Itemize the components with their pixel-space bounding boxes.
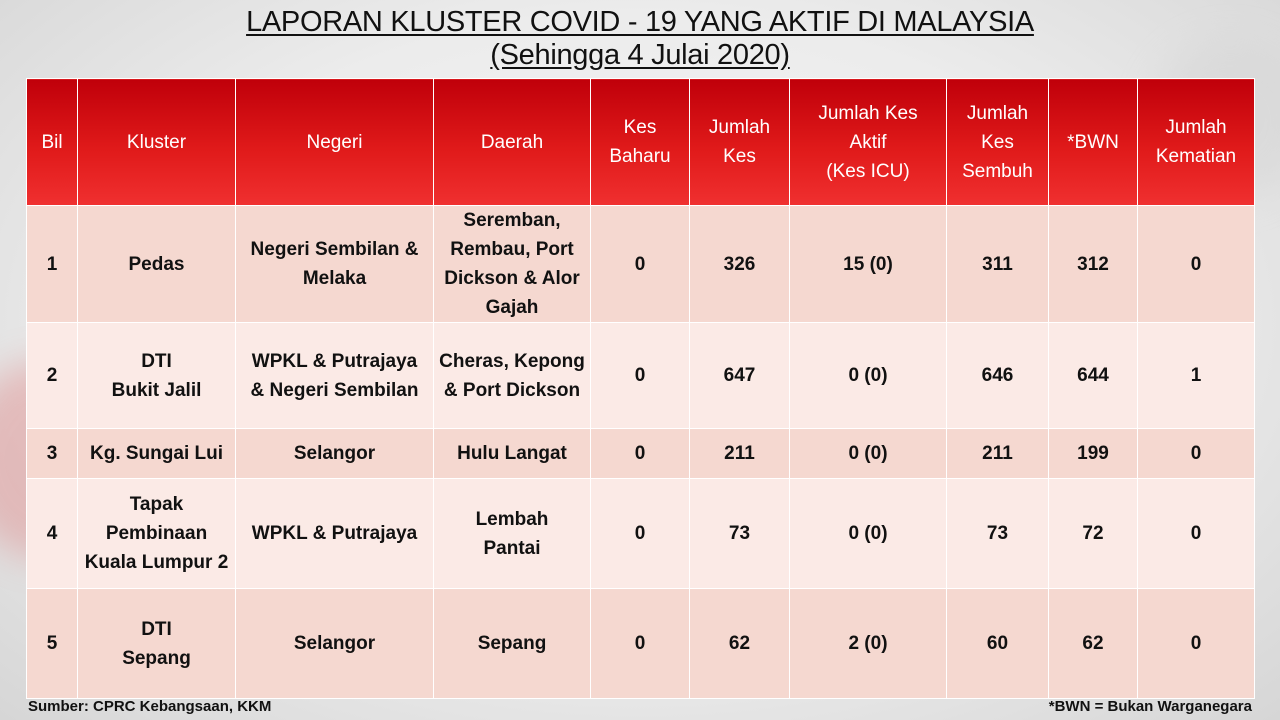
cell-sembuh: 73 <box>947 479 1049 589</box>
cell-negeri <box>236 206 434 323</box>
cell-line: Dickson & Alor <box>444 268 580 289</box>
cell-line: Melaka <box>302 268 367 289</box>
cell-line: Kes <box>981 131 1014 153</box>
cell-line: Baharu <box>609 146 671 167</box>
cell-line: Bil <box>41 131 63 153</box>
cell-line: Lembah <box>475 508 549 530</box>
header-kes-baharu <box>591 79 690 206</box>
cell-daerah <box>434 429 591 479</box>
cell-kes-aktif: 0 (0) <box>790 323 947 429</box>
cell-line: Selangor <box>293 633 376 654</box>
cell-daerah <box>434 589 591 699</box>
cell-daerah <box>434 206 591 323</box>
cell-jumlah-kes: 62 <box>690 589 790 699</box>
cell-line: (Kes ICU) <box>826 160 910 182</box>
cell-line: DTI <box>141 618 172 640</box>
cell-line: Jumlah <box>966 102 1029 124</box>
cell-sembuh: 311 <box>947 206 1049 323</box>
cell-sembuh: 646 <box>947 323 1049 429</box>
title-date: (Sehingga 4 Julai 2020) <box>490 39 790 71</box>
source-note: Sumber: CPRC Kebangsaan, KKM <box>28 698 272 715</box>
cell-kematian: 0 <box>1138 206 1255 323</box>
title-main: LAPORAN KLUSTER COVID - 19 YANG AKTIF DI MALAYSIA <box>246 6 1034 38</box>
cell-bil: 2 <box>27 323 78 429</box>
cell-line: Kematian <box>1155 146 1237 167</box>
table-row <box>27 429 1255 479</box>
cell-line: Jumlah Kes <box>818 102 918 124</box>
cell-kluster <box>78 323 236 429</box>
cell-line: Rembau, Port <box>450 239 574 260</box>
cell-kluster <box>78 589 236 699</box>
cell-line: Tapak <box>129 494 184 515</box>
cluster-table <box>26 78 1255 699</box>
cell-line: Seremban, <box>463 210 561 231</box>
header-jumlah-kes <box>690 79 790 206</box>
cell-line: Sembuh <box>962 160 1033 182</box>
cell-negeri <box>236 479 434 589</box>
cell-kes-aktif: 0 (0) <box>790 479 947 589</box>
cell-kematian: 0 <box>1138 479 1255 589</box>
cell-jumlah-kes: 647 <box>690 323 790 429</box>
cell-bil: 1 <box>27 206 78 323</box>
cell-kes-baharu: 0 <box>591 429 690 479</box>
cell-line: *BWN <box>1067 131 1119 153</box>
cell-bwn: 644 <box>1049 323 1138 429</box>
cell-sembuh: 60 <box>947 589 1049 699</box>
header-kematian <box>1138 79 1255 206</box>
cell-line: Pedas <box>128 253 185 275</box>
table-row <box>27 589 1255 699</box>
cell-kluster <box>78 479 236 589</box>
cell-negeri <box>236 323 434 429</box>
cell-kluster <box>78 206 236 323</box>
cell-line: Negeri Sembilan & <box>250 239 419 260</box>
report-title <box>0 6 1280 72</box>
cell-line: Jumlah <box>1165 117 1227 138</box>
cell-line: Gajah <box>485 297 539 318</box>
table-row <box>27 323 1255 429</box>
cell-line: Selangor <box>293 443 376 464</box>
bwn-note: *BWN = Bukan Warganegara <box>1048 698 1252 715</box>
cell-kes-baharu: 0 <box>591 323 690 429</box>
cell-kematian: 1 <box>1138 323 1255 429</box>
cell-line: WPKL & Putrajaya <box>251 523 418 544</box>
cell-jumlah-kes: 326 <box>690 206 790 323</box>
cell-negeri <box>236 589 434 699</box>
cell-kes-aktif: 2 (0) <box>790 589 947 699</box>
cell-bwn: 199 <box>1049 429 1138 479</box>
cell-line: Pembinaan <box>105 523 208 544</box>
cell-line: Kg. Sungai Lui <box>90 443 223 464</box>
cell-kes-aktif: 15 (0) <box>790 206 947 323</box>
cell-line: Kes <box>723 146 756 167</box>
cell-kes-baharu: 0 <box>591 206 690 323</box>
cell-kluster <box>78 429 236 479</box>
cell-line: Kuala Lumpur 2 <box>84 552 229 573</box>
cell-line: DTI <box>141 350 172 372</box>
header-daerah <box>434 79 591 206</box>
cell-line: Kes <box>623 117 657 138</box>
cell-bil: 5 <box>27 589 78 699</box>
cell-line: Sepang <box>477 633 547 654</box>
cell-line: Negeri <box>306 131 363 153</box>
cell-line: Bukit Jalil <box>111 379 202 401</box>
header-bil <box>27 79 78 206</box>
cell-kes-baharu: 0 <box>591 589 690 699</box>
cell-jumlah-kes: 211 <box>690 429 790 479</box>
cell-line: Aktif <box>849 131 887 153</box>
cell-line: Daerah <box>480 131 544 153</box>
cell-line: Kluster <box>126 131 187 153</box>
cell-line: Pantai <box>483 537 541 559</box>
cell-line: Jumlah <box>708 117 771 138</box>
cell-bwn: 72 <box>1049 479 1138 589</box>
cell-line: & Port Dickson <box>443 379 581 401</box>
header-bwn <box>1049 79 1138 206</box>
table-row <box>27 479 1255 589</box>
cell-bil: 4 <box>27 479 78 589</box>
cell-line: Cheras, Kepong <box>439 350 585 372</box>
cell-kematian: 0 <box>1138 589 1255 699</box>
cell-line: WPKL & Putrajaya <box>251 350 418 372</box>
header-negeri <box>236 79 434 206</box>
header-kes-aktif <box>790 79 947 206</box>
cell-daerah <box>434 323 591 429</box>
cell-sembuh: 211 <box>947 429 1049 479</box>
header-sembuh <box>947 79 1049 206</box>
header-kluster <box>78 79 236 206</box>
table-header-row <box>27 79 1255 206</box>
cell-kes-aktif: 0 (0) <box>790 429 947 479</box>
cell-bwn: 62 <box>1049 589 1138 699</box>
cell-bwn: 312 <box>1049 206 1138 323</box>
cell-kematian: 0 <box>1138 429 1255 479</box>
cell-kes-baharu: 0 <box>591 479 690 589</box>
cell-bil: 3 <box>27 429 78 479</box>
cell-line: Hulu Langat <box>457 443 567 464</box>
cell-line: Sepang <box>122 647 191 669</box>
cell-daerah <box>434 479 591 589</box>
table-row <box>27 206 1255 323</box>
cell-line: & Negeri Sembilan <box>250 379 419 401</box>
cell-jumlah-kes: 73 <box>690 479 790 589</box>
cell-negeri <box>236 429 434 479</box>
